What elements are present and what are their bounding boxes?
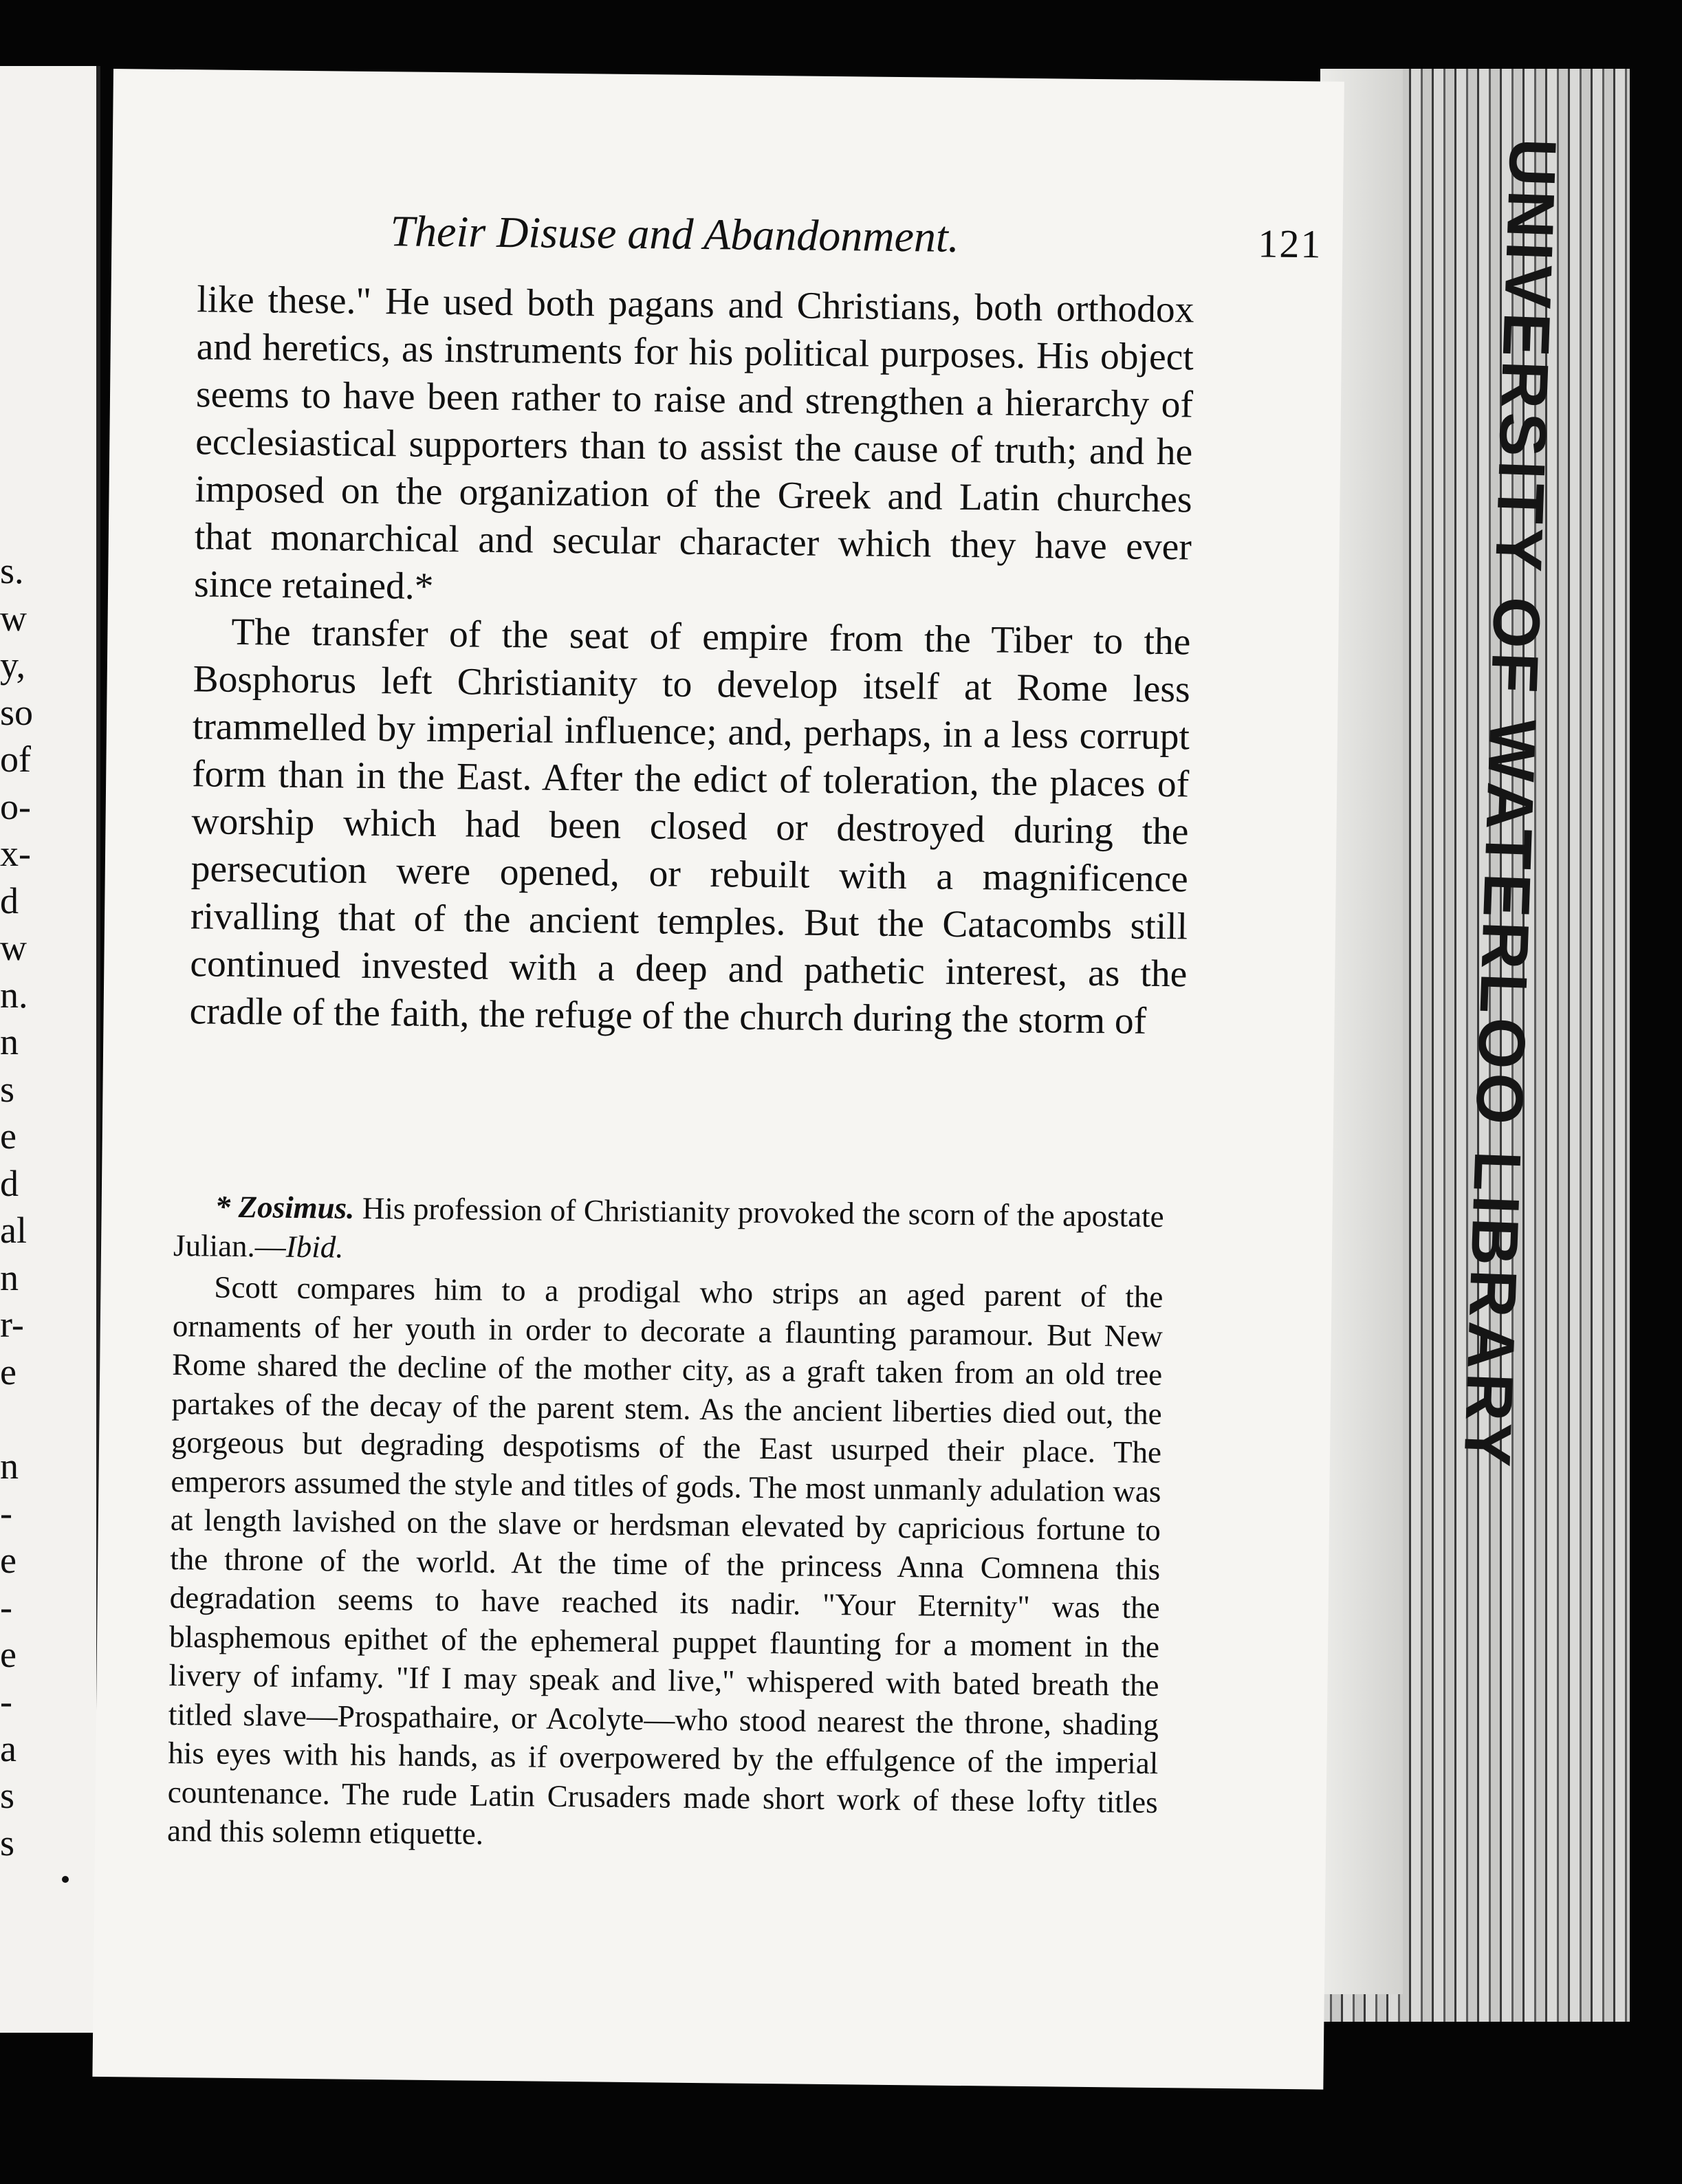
- footnotes: [167, 1187, 1164, 1864]
- body-paragraph-1: like these." He used both pagans and Christians, both orthodox and heretics, as instruments for his political purposes. His object seems to have been rather to raise and strengthen a hierarchy of ecclesiastical supporters than to assist the cause of truth; and he imposed on the organization of the Greek and Latin churches that monarchical and secular character which they have ever since retained.*: [193, 279, 1194, 608]
- facing-page-fragment: s: [0, 1775, 15, 1816]
- facing-page-fragment: [0, 1395, 96, 1443]
- footnote-source: Ibid.: [285, 1229, 344, 1265]
- facing-page-fragment: of: [0, 739, 31, 780]
- facing-page-fragments: [0, 547, 96, 1866]
- facing-page-fragment: -: [0, 1492, 12, 1533]
- body-paragraph-2: The transfer of the seat of empire from the Tiber to the Bosphorus left Christianity to develop itself at Rome less trammelled by imperial influence; and, perhaps, in a less corrupt form than in the East. After the edict of toleration, the places of worship which had been closed or destroyed during the persecution were opened, or rebuilt with a magnificence rivalling that of the ancient temples. But the Catacombs still continued invested with a deep and pathetic interest, as the cradle of the faith, the refuge of the church during the storm of: [189, 611, 1191, 1042]
- facing-page-fragment: n.: [0, 974, 28, 1016]
- facing-page-fragment: r-: [0, 1304, 24, 1345]
- facing-page-fragment: -: [0, 1681, 12, 1722]
- facing-page-fragment: -: [0, 1586, 12, 1628]
- library-edge-stamp: UNIVERSITY OF WATERLOO LIBRARY: [1450, 137, 1570, 1472]
- facing-page-fragment: e: [0, 1351, 17, 1393]
- facing-page-fragment: e: [0, 1633, 17, 1675]
- facing-page-fragment: e: [0, 1539, 17, 1581]
- page-header: [390, 206, 1329, 277]
- facing-page-fragment: y,: [0, 644, 25, 686]
- facing-page-fragment: d: [0, 1162, 19, 1204]
- page-number: 121: [1258, 221, 1322, 267]
- book-page: [92, 69, 1344, 2090]
- facing-page-fragment: a: [0, 1727, 17, 1769]
- facing-page-fragment: e: [0, 1115, 17, 1157]
- facing-page-fragment: w: [0, 597, 27, 639]
- footnote-line-1: His profession of Christianity provoked the scorn of the apostate Julian.—: [173, 1190, 1164, 1264]
- running-head: Their Disuse and Abandonment.: [390, 206, 960, 261]
- facing-page-mark: [62, 1876, 69, 1883]
- facing-page-fragment: o-: [0, 785, 31, 827]
- footnote-paragraph-2: Scott compares him to a prodigal who strips an aged parent of the ornaments of her youth in order to decorate a flaunting paramour. But New Rome shared the decline of the mother city, as a graft taken from an old tree partakes of the decay of the parent stem. As the ancient liberties died out, the gorgeous but degrading despotisms of the East usurped their place. The emperors assumed the style and titles of gods. The most unmanly adulation was at length lavished on the slave or herdsman elevated by capricious fortune to the throne of the world. At the time of the princess Anna Comnena this degradation seems to have reached its nadir. "Your Eternity" was the blasphemous epithet of the ephemeral puppet flaunting for a moment in the livery of infamy. "If I may speak and live," whispered with bated breath the titled slave—Prospathaire, or Acolyte—who stood nearest the throne, shading his eyes with his hands, as if overpowered by the effulgence of the imperial countenance. The rude Latin Crusaders made short work of these lofty titles and this solemn etiquette.: [166, 1269, 1164, 1851]
- facing-page-fragment: n: [0, 1021, 19, 1062]
- facing-page-fragment: s: [0, 1822, 15, 1864]
- footnote-1: [173, 1187, 1164, 1275]
- footnote-ref: * Zosimus.: [215, 1189, 355, 1225]
- facing-page-fragment: s.: [0, 550, 24, 591]
- facing-page-fragment: n: [0, 1256, 19, 1298]
- facing-page-fragment: d: [0, 880, 19, 921]
- facing-page-fragment: n: [0, 1445, 19, 1487]
- facing-page-fragment: w: [0, 927, 27, 968]
- main-text: [189, 276, 1194, 1045]
- facing-page-fragment: so: [0, 691, 34, 733]
- facing-page-fragment: x-: [0, 833, 31, 874]
- facing-page-fragment: al: [0, 1210, 27, 1251]
- facing-page-edge: [0, 66, 100, 2033]
- facing-page-fragment: s: [0, 1068, 15, 1110]
